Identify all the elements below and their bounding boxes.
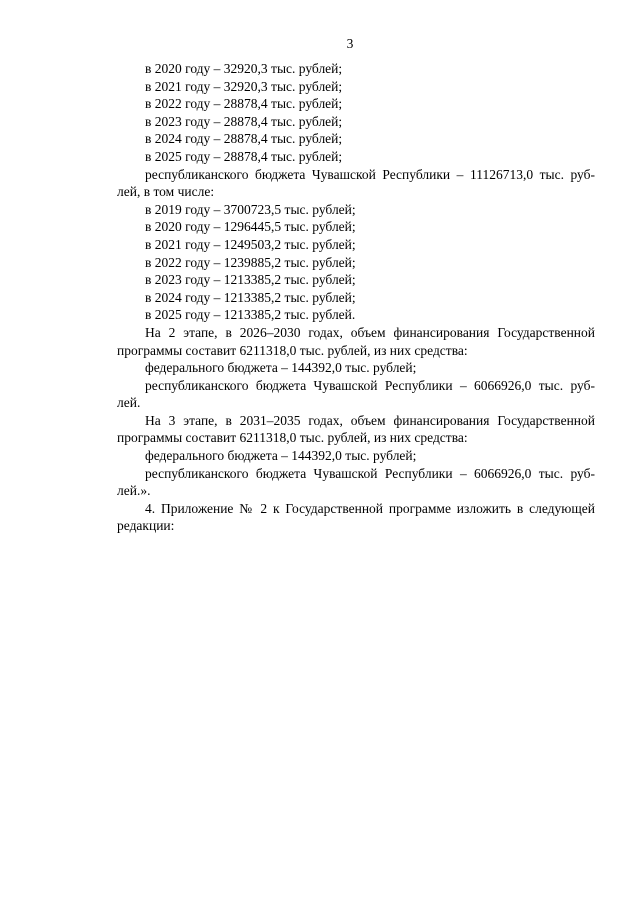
text-line: программы составит 6211318,0 тыс. рублей, из них средства:	[117, 342, 468, 358]
text-line: редакции:	[117, 518, 175, 534]
text-line: лей, в том числе:	[117, 184, 215, 200]
text-line: в 2024 году – 28878,4 тыс. рублей;	[145, 131, 343, 147]
document-body	[117, 60, 595, 535]
text-line: республиканского бюджета Чувашской Республики – 6066926,0 тыс. руб-	[145, 465, 595, 481]
text-line: лей.	[117, 395, 141, 411]
text-line: республиканского бюджета Чувашской Республики – 11126713,0 тыс. руб-	[145, 166, 595, 182]
text-line: федерального бюджета – 144392,0 тыс. рублей;	[145, 448, 417, 464]
text-line: в 2021 году – 32920,3 тыс. рублей;	[145, 78, 343, 94]
text-line: в 2022 году – 1239885,2 тыс. рублей;	[145, 254, 356, 270]
text-line: в 2025 году – 1213385,2 тыс. рублей.	[145, 307, 356, 323]
text-line: в 2023 году – 1213385,2 тыс. рублей;	[145, 272, 356, 288]
text-line: в 2025 году – 28878,4 тыс. рублей;	[145, 148, 343, 164]
text-line: в 2021 году – 1249503,2 тыс. рублей;	[145, 236, 356, 252]
text-line: в 2019 году – 3700723,5 тыс. рублей;	[145, 201, 356, 217]
text-line: в 2022 году – 28878,4 тыс. рублей;	[145, 96, 343, 112]
text-line: в 2024 году – 1213385,2 тыс. рублей;	[145, 289, 356, 305]
text-line: 4. Приложение № 2 к Государственной программе изложить в следующей	[145, 500, 595, 516]
text-line: в 2020 году – 1296445,5 тыс. рублей;	[145, 219, 356, 235]
text-line: республиканского бюджета Чувашской Республики – 6066926,0 тыс. руб-	[145, 377, 595, 393]
text-line: На 2 этапе, в 2026–2030 годах, объем финансирования Государственной	[145, 324, 595, 340]
text-line: в 2020 году – 32920,3 тыс. рублей;	[145, 61, 343, 76]
text-line: федерального бюджета – 144392,0 тыс. рублей;	[145, 360, 417, 376]
text-line: в 2023 году – 28878,4 тыс. рублей;	[145, 113, 343, 129]
text-line: лей.».	[117, 483, 151, 499]
text-line: На 3 этапе, в 2031–2035 годах, объем финансирования Государственной	[145, 412, 595, 428]
text-line: программы составит 6211318,0 тыс. рублей, из них средства:	[117, 430, 468, 446]
page-number: 3	[346, 36, 354, 51]
